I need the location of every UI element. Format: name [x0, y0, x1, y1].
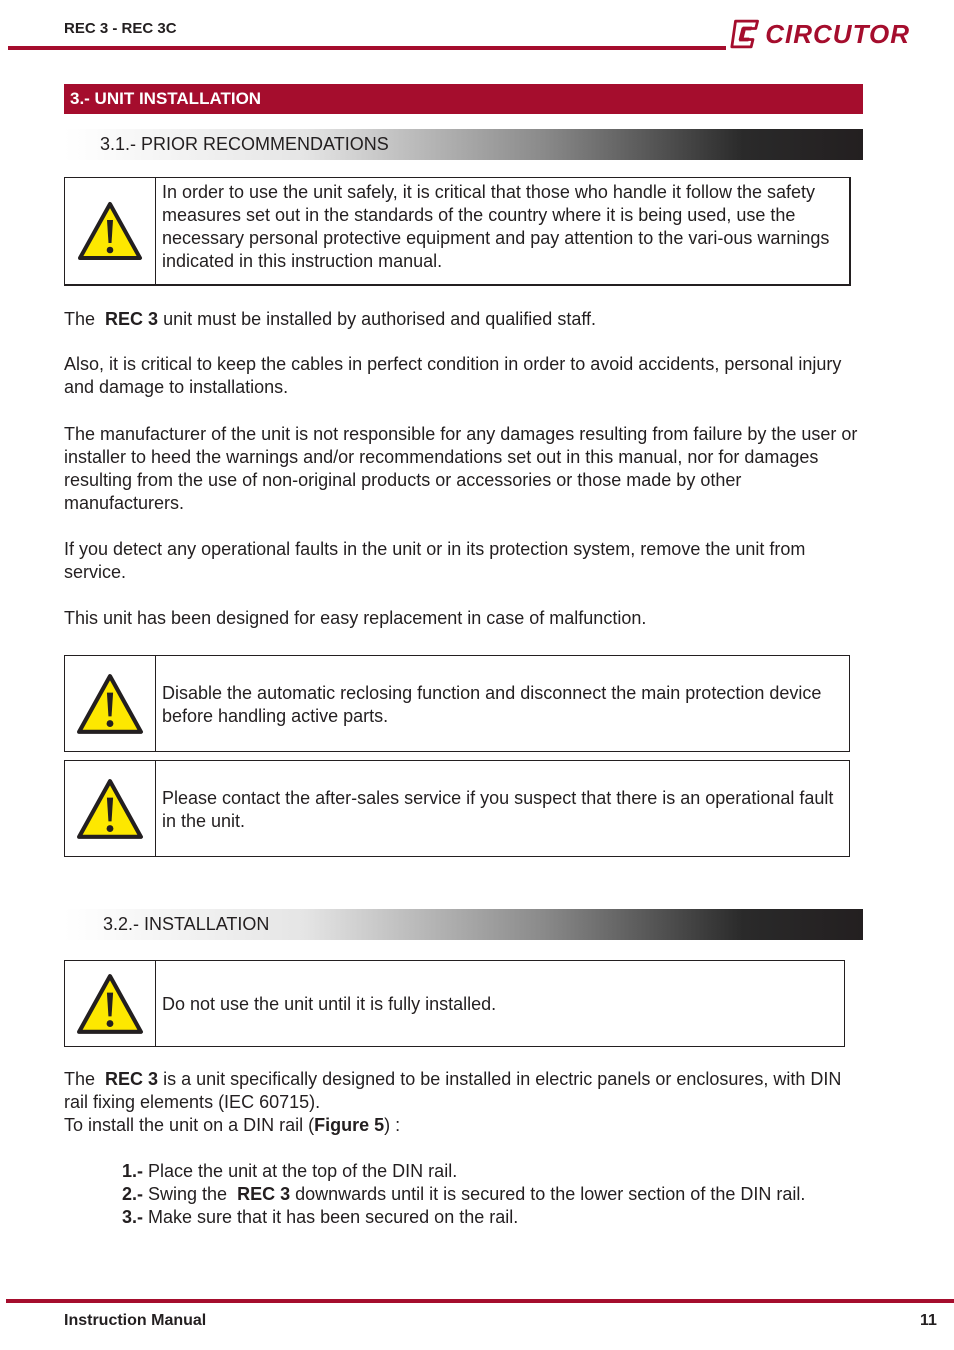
step-number: 1.- — [122, 1161, 144, 1181]
paragraph-qualified-staff — [64, 308, 864, 331]
circutor-logo-icon — [730, 18, 761, 50]
warning-triangle-icon — [76, 673, 144, 735]
figure-reference: Figure 5 — [314, 1115, 385, 1135]
product-name: REC 3 — [105, 1069, 159, 1089]
subsection-title-prior-recommendations: 3.1.- PRIOR RECOMMENDATIONS — [64, 129, 863, 160]
warning-text-fully-installed: Do not use the unit until it is fully installed. — [162, 994, 497, 1014]
warning-box-safety — [64, 177, 851, 286]
step-number: 3.- — [122, 1207, 144, 1227]
warning-icon-cell — [65, 178, 156, 284]
text: To install the unit on a DIN rail ( — [64, 1115, 315, 1135]
install-step-3 — [122, 1206, 518, 1229]
warning-icon-cell — [65, 961, 156, 1046]
circutor-logo — [730, 16, 910, 52]
footer-rule — [6, 1299, 954, 1303]
warning-triangle-icon — [76, 973, 144, 1035]
warning-text-reclosing: Disable the automatic reclosing function and disconnect the main protection device before handling active parts. — [162, 682, 822, 726]
install-step-1 — [122, 1160, 457, 1183]
paragraph-faults: If you detect any operational faults in the unit or in its protection system, remove the unit from service. — [64, 539, 806, 582]
text: is a unit specifically designed to be installed in electric panels or enclosures, with DIN rail fixing elements (IEC 60715). — [64, 1069, 842, 1112]
product-name: REC 3 — [237, 1184, 291, 1204]
paragraph-install-intro — [64, 1114, 864, 1137]
warning-text-after-sales: Please contact the after-sales service if you suspect that there is an operational fault in the unit. — [162, 787, 834, 831]
header-rule — [8, 46, 726, 50]
product-name: REC 3 — [105, 309, 159, 329]
paragraph-manufacturer: The manufacturer of the unit is not responsible for any damages resulting from failure by the user or installer to heed the warnings and/or recommendations set out in this manual, nor for damages resulting from the use of non-original products or accessories or those made by other manufacturers. — [64, 424, 858, 513]
page-number: 11 — [920, 1312, 937, 1329]
text: ) : — [384, 1115, 401, 1135]
text: unit must be installed by authorised and qualified staff. — [158, 309, 597, 329]
paragraph-din-rail — [64, 1068, 864, 1114]
section-title: 3.- UNIT INSTALLATION — [64, 84, 863, 114]
warning-box-fully-installed — [64, 960, 845, 1047]
step-text: downwards until it is secured to the lower section of the DIN rail. — [290, 1184, 806, 1204]
paragraph-replacement: This unit has been designed for easy replacement in case of malfunction. — [64, 608, 647, 628]
paragraph-cables: Also, it is critical to keep the cables in perfect condition in order to avoid accidents, personal injury and damage to installations. — [64, 354, 842, 397]
warning-triangle-icon — [77, 201, 143, 261]
logo-wordmark: CIRCUTOR — [765, 18, 910, 49]
warning-icon-cell — [65, 761, 156, 856]
subsection-title-installation: 3.2.- INSTALLATION — [64, 909, 863, 940]
footer-manual-label: Instruction Manual — [64, 1312, 207, 1329]
step-text: Place the unit at the top of the DIN rail. — [143, 1161, 458, 1181]
warning-icon-cell — [65, 656, 156, 751]
text: The — [64, 1069, 101, 1089]
step-text: Swing the — [143, 1184, 233, 1204]
install-step-2 — [122, 1183, 805, 1206]
step-text: Make sure that it has been secured on the rail. — [143, 1207, 519, 1227]
step-number: 2.- — [122, 1184, 144, 1204]
warning-text-safety: In order to use the unit safely, it is critical that those who handle it follow the safety measures set out in the standards of the country where it is being used, use the necessary personal protective equipment and pay attention to the vari-ous warnings indicated in this instruction manual. — [162, 182, 830, 271]
warning-triangle-icon — [76, 778, 144, 840]
text: The — [64, 309, 101, 329]
warning-box-reclosing — [64, 655, 850, 752]
header-title: REC 3 - REC 3C — [64, 20, 177, 37]
warning-box-after-sales — [64, 760, 850, 857]
